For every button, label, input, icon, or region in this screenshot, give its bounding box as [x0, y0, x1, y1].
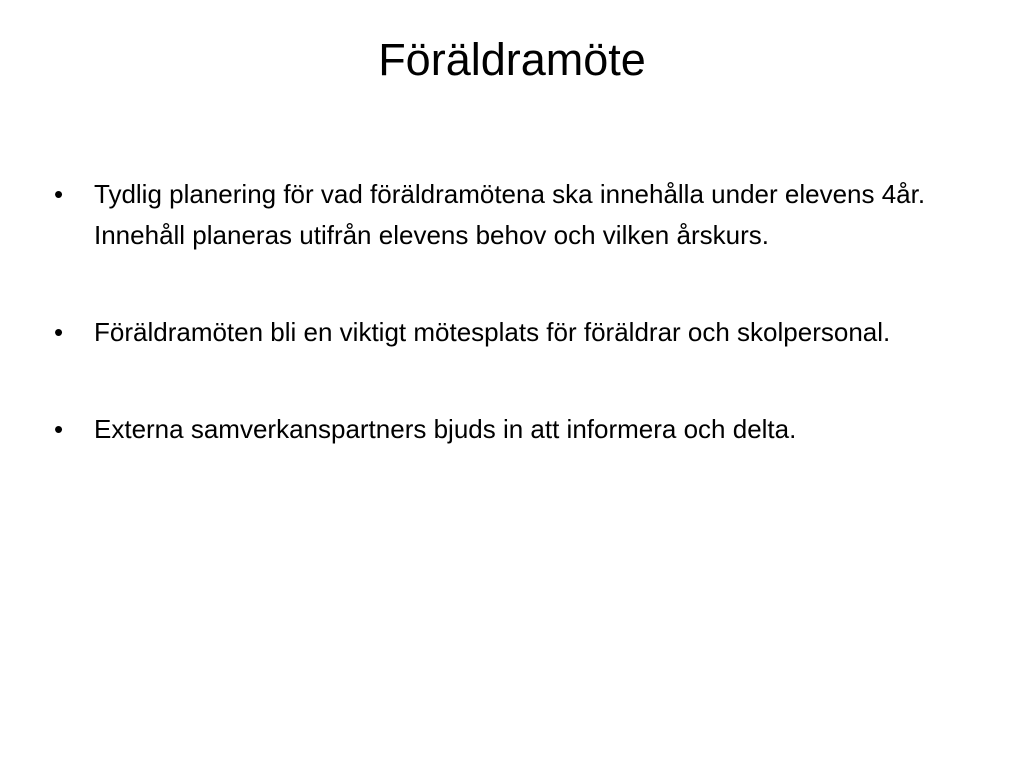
- bullet-marker: •: [54, 179, 64, 209]
- bullet-list: [54, 174, 954, 506]
- bullet-marker: •: [54, 414, 64, 444]
- bullet-text: Tydlig planering för vad föräldramötena ska innehålla under elevens 4år. Innehåll planeras utifrån elevens behov och vilken årskurs.: [94, 179, 926, 250]
- bullet-marker: •: [54, 317, 64, 347]
- slide-title: Föräldramöte: [378, 34, 646, 85]
- bullet-item: [54, 312, 954, 353]
- bullet-text: Föräldramöten bli en viktigt mötesplats för föräldrar och skolpersonal.: [94, 317, 891, 347]
- bullet-item: [54, 409, 954, 450]
- bullet-item: [54, 174, 954, 256]
- bullet-text: Externa samverkanspartners bjuds in att informera och delta.: [94, 414, 797, 444]
